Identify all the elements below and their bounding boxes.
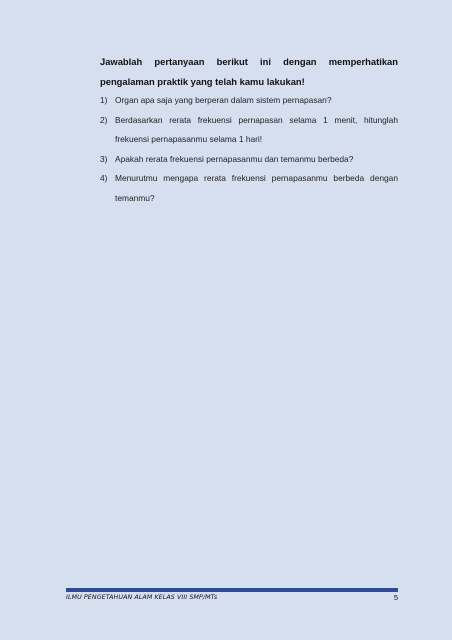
question-text: Berdasarkan rerata frekuensi pernapasan selama 1 menit, hitunglah frekuensi pernapasanmu selama 1 hari! [115, 114, 398, 144]
question-list [100, 91, 398, 208]
question-number: 4) [100, 173, 108, 183]
question-number: 2) [100, 114, 108, 125]
footer-book-title: ILMU PENGETAHUAN ALAM KELAS VIII SMP/MTs [66, 594, 218, 601]
question-number: 3) [100, 153, 108, 164]
question-text: Menurutmu mengapa rerata frekuensi pernapasanmu berbeda dengan temanmu? [115, 173, 398, 203]
question-number: 1) [100, 95, 108, 105]
page-number: 5 [393, 593, 398, 602]
page-content [100, 52, 398, 208]
footer-divider [66, 588, 398, 592]
question-item [100, 91, 398, 111]
question-text: Organ apa saja yang berperan dalam sistem pernapasan? [115, 95, 332, 105]
question-text: Apakah rerata frekuensi pernapasanmu dan temanmu berbeda? [115, 153, 354, 164]
question-item [100, 111, 398, 150]
question-item [100, 150, 398, 170]
question-item [100, 169, 398, 208]
instruction-heading: Jawablah pertanyaan berikut ini dengan memperhatikan pengalaman praktik yang telah kamu lakukan! [100, 56, 398, 87]
